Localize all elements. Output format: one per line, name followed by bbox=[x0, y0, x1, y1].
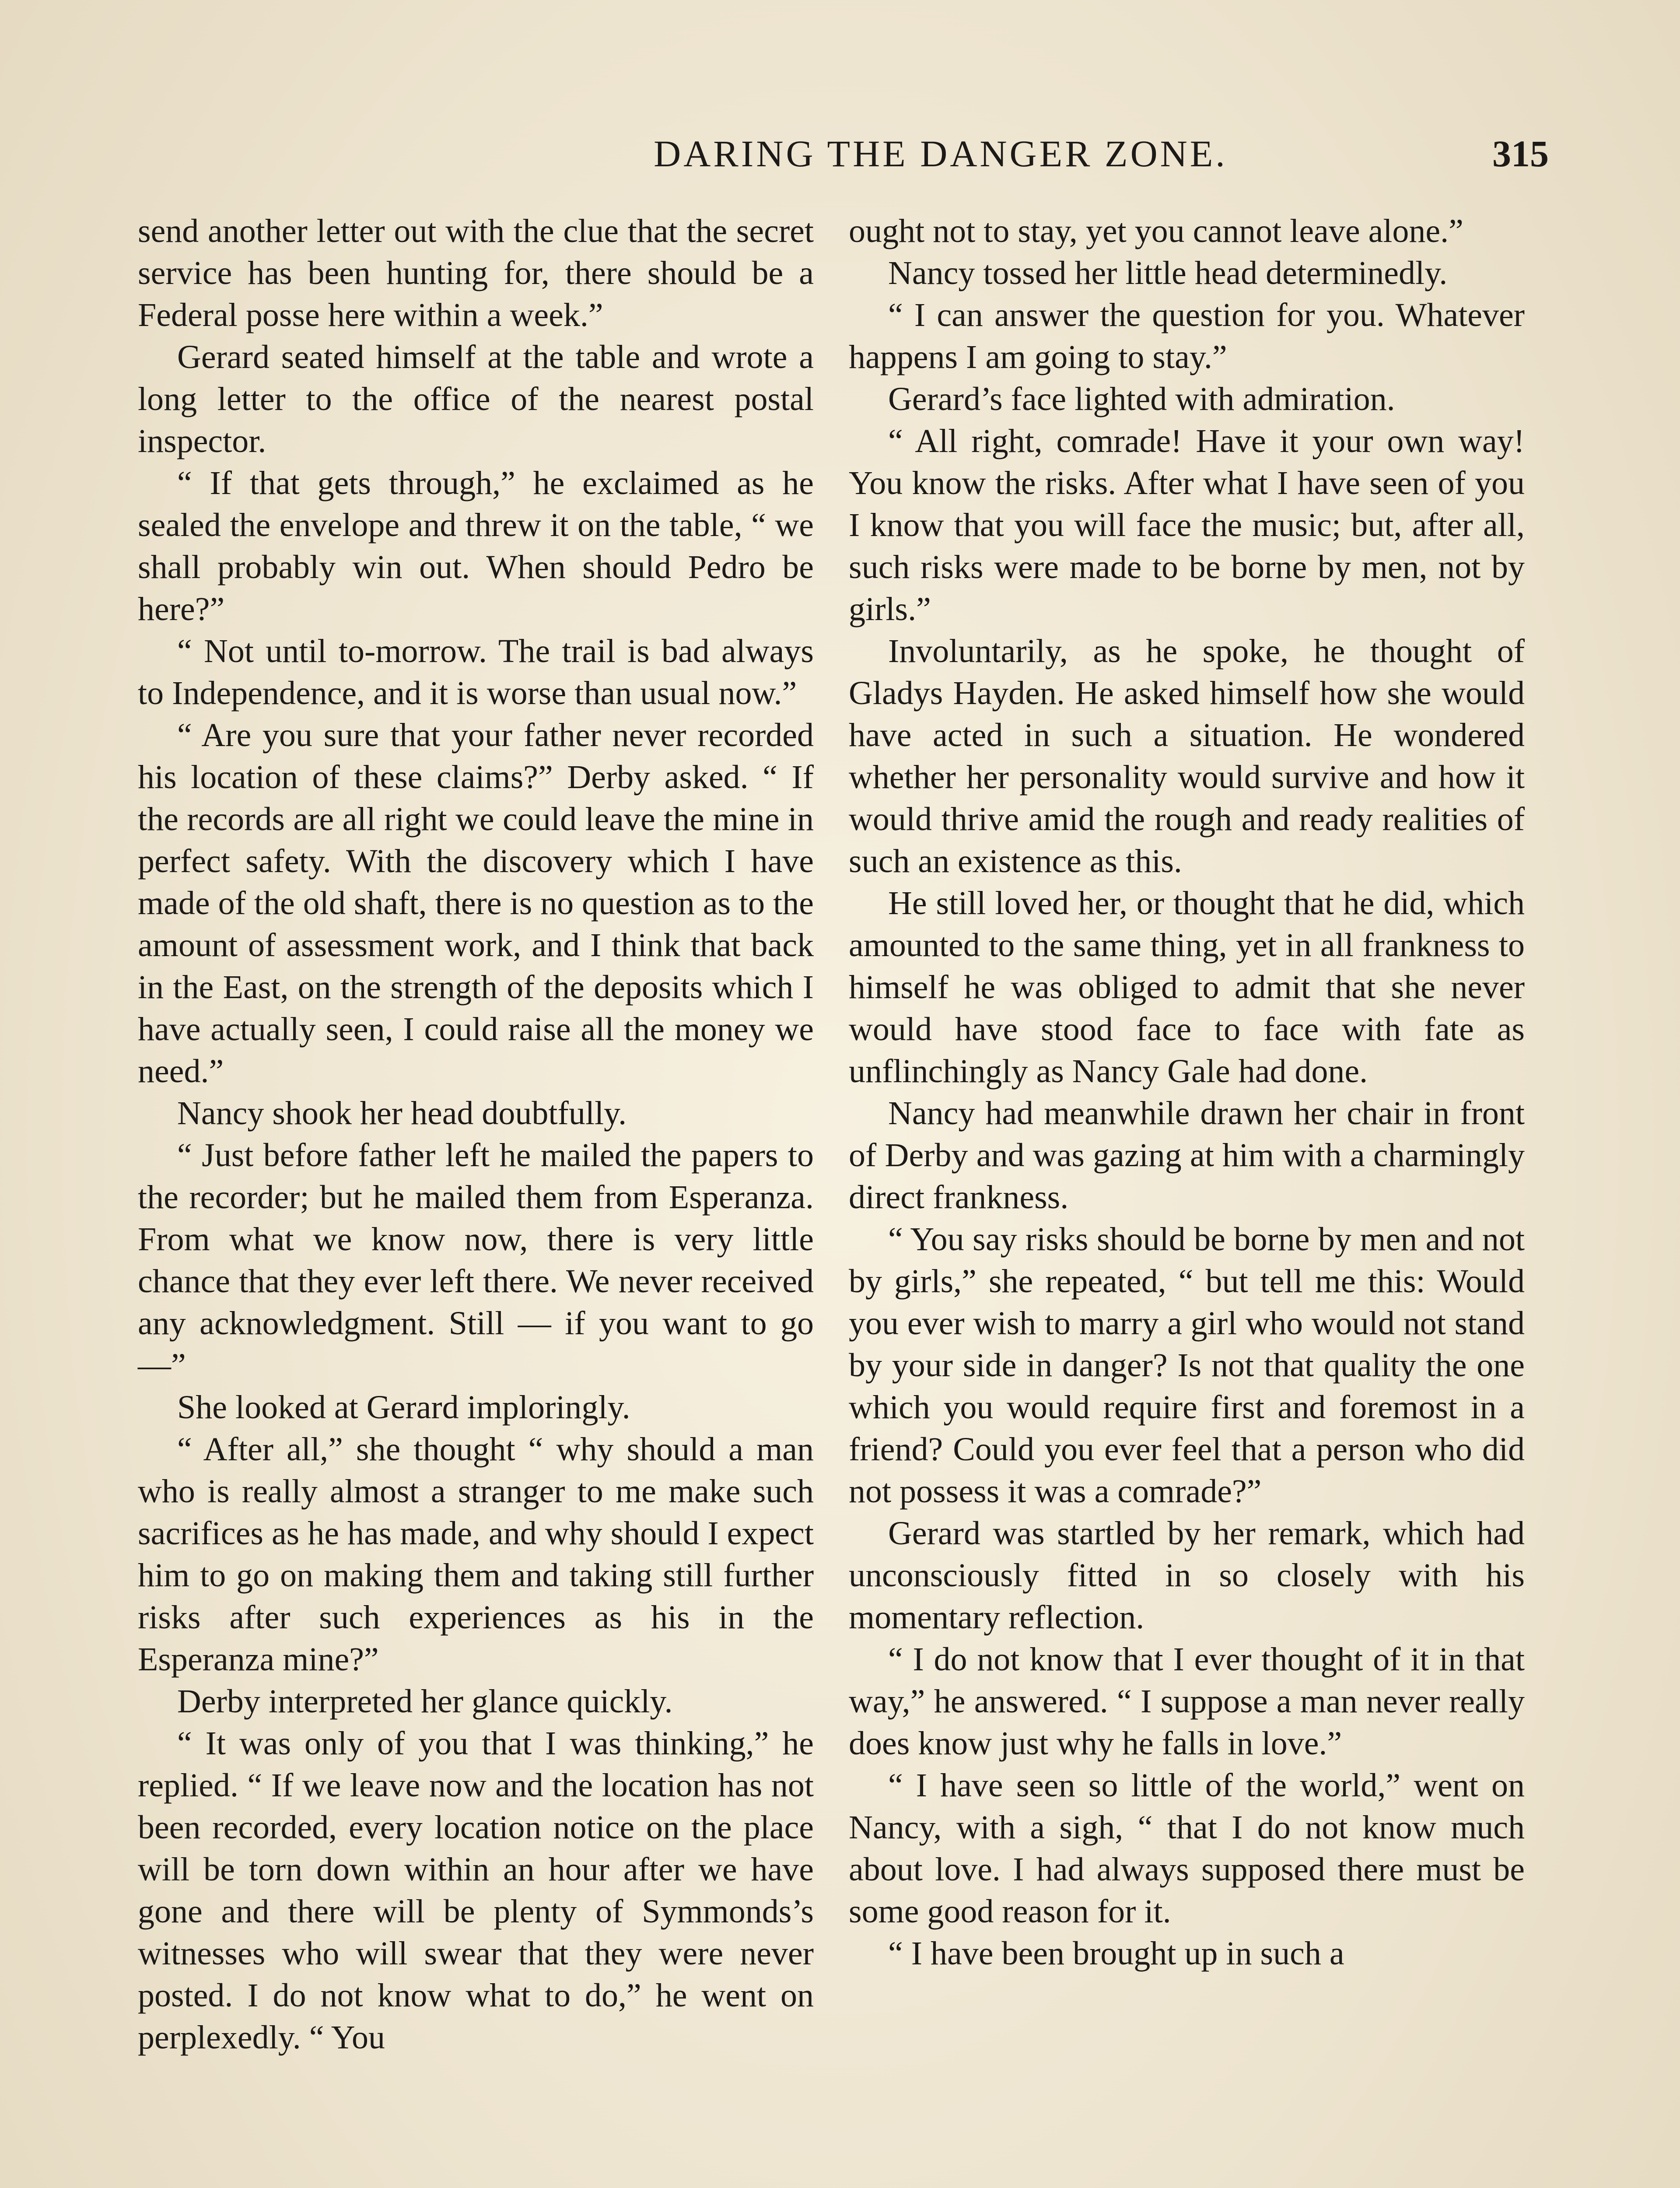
paragraph: “ You say risks should be borne by men and not by girls,” she repeated, “ but tell me this: Would you ever wish to marry a girl who would not stand by your side in danger? Is not that quality the one which you would require first and foremost in a friend? Could you ever feel that a person who did not possess it was a comrade?” bbox=[849, 1221, 1525, 1510]
paragraph: Gerard’s face lighted with admiration. bbox=[888, 381, 1395, 417]
paragraph: Nancy had meanwhile drawn her chair in front of Derby and was gazing at him with a charmingly direct frankness. bbox=[849, 1095, 1525, 1216]
paragraph: Gerard seated himself at the table and wrote a long letter to the office of the nearest postal inspector. bbox=[138, 339, 814, 459]
paragraph: ought not to stay, yet you cannot leave alone.” bbox=[849, 213, 1463, 249]
paragraph: send another letter out with the clue that the secret service has been hunting for, there should be a Federal posse here within a week.” bbox=[138, 213, 814, 333]
paragraph: “ I can answer the question for you. Whatever happens I am going to stay.” bbox=[849, 297, 1525, 375]
paragraph: “ All right, comrade! Have it your own way! You know the risks. After what I have seen of you I know that you will face the music; but, after all, such risks were made to be borne by men, not by girls.” bbox=[849, 423, 1525, 628]
right-column bbox=[849, 210, 1525, 2188]
paragraph: “ Are you sure that your father never recorded his location of these claims?” Derby asked. “ If the records are all right we could leave the mine in perfect safety. With the discovery which I have made of the old shaft, there is no question as to the amount of assessment work, and I think that back in the East, on the strength of the deposits which I have actually seen, I could raise all the money we need.” bbox=[138, 717, 814, 1090]
paragraph: Nancy tossed her little head determinedly. bbox=[888, 255, 1448, 291]
paragraph: “ Just before father left he mailed the papers to the recorder; but he mailed them from Esperanza. From what we know now, there is very little chance that they ever left there. We never received any acknowledgment. Still — if you want to go—” bbox=[138, 1137, 814, 1384]
paragraph: “ It was only of you that I was thinking,” he replied. “ If we leave now and the location has not been recorded, every location notice on the place will be torn down within an hour after we have gone and there will be plenty of Symmonds’s witnesses who will swear that they were never posted. I do not know what to do,” he went on perplexedly. “ You bbox=[138, 1725, 814, 2056]
paragraph: “ After all,” she thought “ why should a man who is really almost a stranger to me make such sacrifices as he has made, and why should I expect him to go on making them and taking still further risks after such experiences as his in the Esperanza mine?” bbox=[138, 1431, 814, 1678]
paragraph: “ I do not know that I ever thought of it in that way,” he answered. “ I suppose a man never really does know just why he falls in love.” bbox=[849, 1641, 1525, 1762]
paragraph: Derby interpreted her glance quickly. bbox=[177, 1683, 673, 1720]
left-column bbox=[138, 210, 814, 2188]
page-number: 315 bbox=[1492, 133, 1549, 175]
paragraph: She looked at Gerard imploringly. bbox=[177, 1389, 630, 1426]
paragraph: “ If that gets through,” he exclaimed as he sealed the envelope and threw it on the table, “ we shall probably win out. When should Pedro be here?” bbox=[138, 465, 814, 628]
paragraph: Gerard was startled by her remark, which had unconsciously fitted in so closely with his momentary reflection. bbox=[849, 1515, 1525, 1636]
paragraph: Nancy shook her head doubtfully. bbox=[177, 1095, 627, 1132]
paragraph: “ Not until to-morrow. The trail is bad always to Independence, and it is worse than usual now.” bbox=[138, 633, 814, 712]
paragraph: Involuntarily, as he spoke, he thought of Gladys Hayden. He asked himself how she would have acted in such a situation. He wondered whether her personality would survive and how it would thrive amid the rough and ready realities of such an existence as this. bbox=[849, 633, 1525, 880]
paragraph: “ I have been brought up in such a bbox=[888, 1935, 1344, 1972]
paragraph: “ I have seen so little of the world,” went on Nancy, with a sigh, “ that I do not know much about love. I had always supposed there must be some good reason for it. bbox=[849, 1767, 1525, 1930]
paragraph: He still loved her, or thought that he did, which amounted to the same thing, yet in all frankness to himself he was obliged to admit that she never would have stood face to face with fate as unflinchingly as Nancy Gale had done. bbox=[849, 885, 1525, 1090]
running-head: DARING THE DANGER ZONE. bbox=[654, 133, 1228, 175]
page-header bbox=[131, 130, 1549, 178]
